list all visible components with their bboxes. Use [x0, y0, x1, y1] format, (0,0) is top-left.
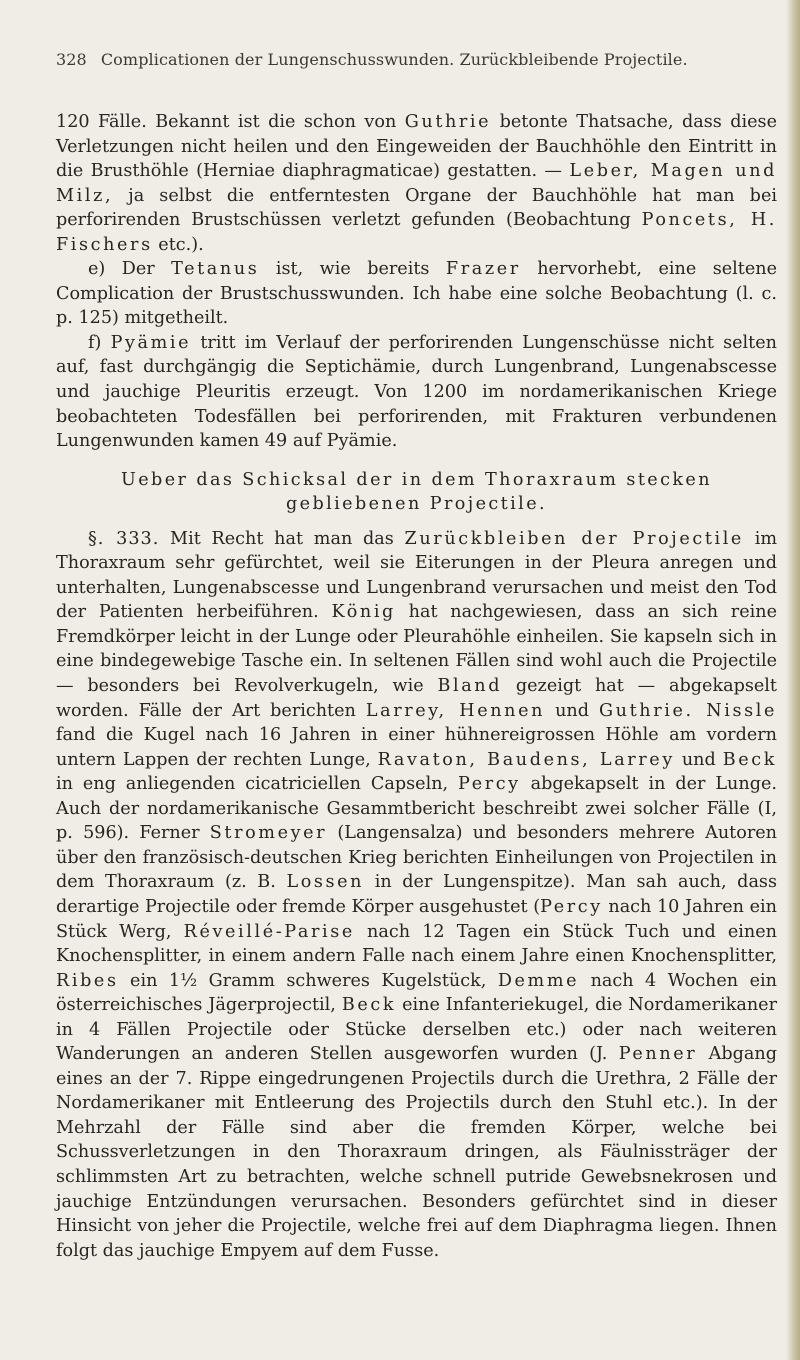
- running-title: Complicationen der Lungenschusswunden. Zurückbleibende Projectile.: [100, 50, 688, 69]
- paragraph-complications-continued: 120 Fälle. Bekannt ist die schon von Guthrie betonte Thatsache, dass diese Verletzungen nicht heilen und den Eingeweiden der Bauchhöhle den Eintritt in die Brusthöhle (Herniae diaphragmaticae) gestatten. — Leber, Magen und Milz, ja selbst die entferntesten Organe der Bauchhöhle hat man bei perforirenden Brustschüssen verletzt gefunden (Beobachtung Poncets, H. Fischers etc.).: [56, 112, 778, 255]
- section-heading-line-2: gebliebenen Projectile.: [285, 494, 548, 515]
- body-text: [56, 110, 777, 1263]
- paragraph-section-333: §. 333. Mit Recht hat man das Zurückbleiben der Projectile im Thoraxraum sehr gefürchtet, weil sie Eiterungen in der Pleura anregen und unterhalten, Lungenabscesse und Lungenbrand verursachen und meist den Tod der Patienten herbeiführen. König hat nachgewiesen, dass an sich reine Fremdkörper leicht in der Lunge oder Pleurahöhle einheilen. Sie kapseln sich in eine bindegewebige Tasche ein. In seltenen Fällen sind wohl auch die Projectile — besonders bei Revolverkugeln, wie Bland gezeigt hat — abgekapselt worden. Fälle der Art berichten Larrey, Hennen und Guthrie. Nissle fand die Kugel nach 16 Jahren in einer hühnereigrossen Höhle am vordern untern Lappen der rechten Lunge, Ravaton, Baudens, Larrey und Beck in eng anliegenden cicatriciellen Capseln, Percy abgekapselt in der Lunge. Auch der nordamerikanische Gesammtbericht beschreibt zwei solcher Fälle (I, p. 596). Ferner Stromeyer (Langensalza) und besonders mehrere Autoren über den französisch-deutschen Krieg berichten Einheilungen von Projectilen in dem Thoraxraum (z. B. Lossen in der Lungenspitze). Man sah auch, dass derartige Projectile oder fremde Körper ausgehustet (Percy nach 10 Jahren ein Stück Werg, Réveillé-Parise nach 12 Tagen ein Stück Tuch und einen Knochensplitter, in einem andern Falle nach einem Jahre einen Knochensplitter, Ribes ein 1½ Gramm schweres Kugelstück, Demme nach 4 Wochen ein österreichisches Jägerprojectil, Beck eine Infanteriekugel, die Nordamerikaner in 4 Fällen Projectile oder Stücke derselben etc.) oder nach weiteren Wanderungen an anderen Stellen ausgeworfen wurden (J. Penner Abgang eines an der 7. Rippe eingedrungenen Projectils durch die Urethra, 2 Fälle der Nordamerikaner mit Entleerung des Projectils durch den Stuhl etc.). In der Mehrzahl der Fälle sind aber die fremden Körper, welche bei Schussverletzungen in den Thoraxraum dringen, als Fäulnissträger der schlimmsten Art zu betrachten, welche schnell putride Gewebsnekrosen und jauchige Entzündungen verursachen. Besonders gefürchtet sind in dieser Hinsicht von jeher die Projectile, welche frei auf dem Diaphragma liegen. Ihnen folgt das jauchige Empyem auf dem Fusse.: [56, 528, 778, 1261]
- section-number: §. 333.: [88, 528, 160, 549]
- paragraph-tetanus: e) Der Tetanus ist, wie bereits Frazer hervorhebt, eine seltene Complication der Brustschusswunden. Ich habe eine solche Beobachtung (l. c. p. 125) mitgetheilt.: [56, 259, 777, 329]
- section-heading-line-1: Ueber das Schicksal der in dem Thoraxraum stecken: [121, 469, 712, 490]
- section-heading: [56, 468, 777, 517]
- running-header: [56, 50, 688, 69]
- page-number: 328: [56, 50, 87, 69]
- paragraph-pyaemia: f) Pyämie tritt im Verlauf der perforirenden Lungenschüsse nicht selten auf, fast durchgängig die Septichämie, durch Lungenbrand, Lungenabscesse und jauchige Pleuritis erzeugt. Von 1200 im nordamerikanischen Kriege beobachteten Todesfällen bei perforirenden, mit Frakturen verbundenen Lungenwunden kamen 49 auf Pyämie.: [56, 332, 777, 452]
- page-edge-shadow: [786, 0, 800, 1360]
